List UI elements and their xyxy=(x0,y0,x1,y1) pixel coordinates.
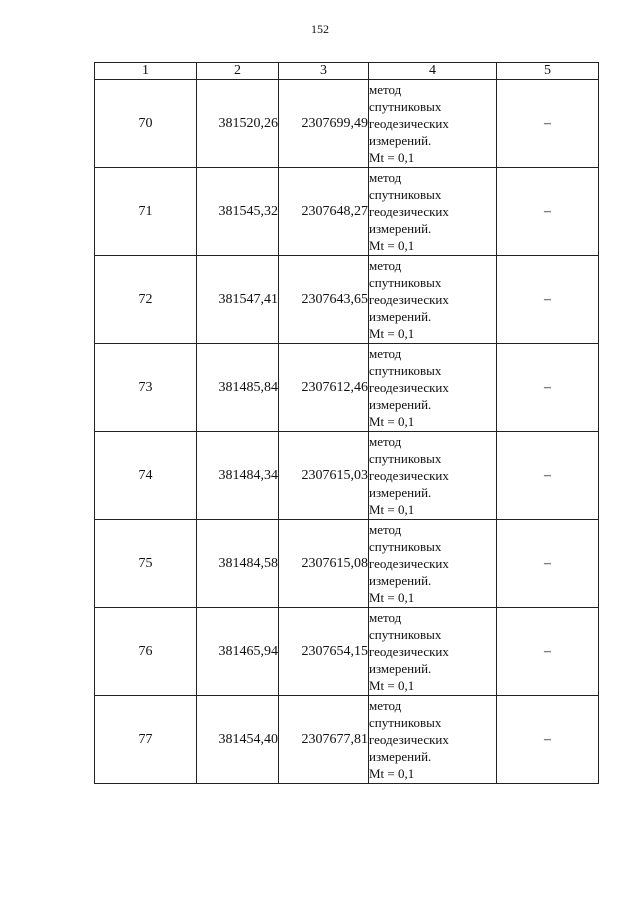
y-coordinate-cell: 2307612,46 xyxy=(279,344,369,432)
column-header-5: 5 xyxy=(497,63,599,80)
method-text-line: геодезических xyxy=(369,556,449,571)
table-row xyxy=(95,168,599,256)
method-text-line: измерений. xyxy=(369,309,432,324)
method-cell xyxy=(369,608,497,696)
note-cell: – xyxy=(497,432,599,520)
note-cell: – xyxy=(497,696,599,784)
y-coordinate-cell: 2307648,27 xyxy=(279,168,369,256)
method-text-line: геодезических xyxy=(369,292,449,307)
method-text-line: измерений. xyxy=(369,397,432,412)
method-cell xyxy=(369,80,497,168)
point-number-cell: 75 xyxy=(95,520,197,608)
method-text-line: метод xyxy=(369,258,402,273)
method-text-line: метод xyxy=(369,82,402,97)
note-cell: – xyxy=(497,256,599,344)
table-row xyxy=(95,520,599,608)
accuracy-value: Mt = 0,1 xyxy=(369,414,415,429)
accuracy-value: Mt = 0,1 xyxy=(369,590,415,605)
method-text-line: геодезических xyxy=(369,732,449,747)
note-cell: – xyxy=(497,520,599,608)
y-coordinate-cell: 2307615,03 xyxy=(279,432,369,520)
point-number-cell: 71 xyxy=(95,168,197,256)
accuracy-value: Mt = 0,1 xyxy=(369,150,415,165)
method-text-line: метод xyxy=(369,610,402,625)
coordinates-table xyxy=(94,62,599,784)
point-number-cell: 73 xyxy=(95,344,197,432)
method-cell xyxy=(369,520,497,608)
method-text-line: геодезических xyxy=(369,468,449,483)
point-number-cell: 77 xyxy=(95,696,197,784)
method-text-line: метод xyxy=(369,522,402,537)
x-coordinate-cell: 381484,34 xyxy=(197,432,279,520)
table-row xyxy=(95,608,599,696)
method-cell xyxy=(369,344,497,432)
method-text-line: измерений. xyxy=(369,573,432,588)
method-text-line: метод xyxy=(369,698,402,713)
column-header-4: 4 xyxy=(369,63,497,80)
method-text-line: спутниковых xyxy=(369,363,442,378)
note-cell: – xyxy=(497,608,599,696)
page-number: 152 xyxy=(311,22,329,36)
method-cell xyxy=(369,256,497,344)
method-text-line: спутниковых xyxy=(369,627,442,642)
x-coordinate-cell: 381454,40 xyxy=(197,696,279,784)
point-number-cell: 70 xyxy=(95,80,197,168)
point-number-cell: 76 xyxy=(95,608,197,696)
method-text-line: метод xyxy=(369,170,402,185)
method-text-line: геодезических xyxy=(369,644,449,659)
y-coordinate-cell: 2307699,49 xyxy=(279,80,369,168)
accuracy-value: Mt = 0,1 xyxy=(369,678,415,693)
x-coordinate-cell: 381465,94 xyxy=(197,608,279,696)
method-cell xyxy=(369,168,497,256)
method-text-line: спутниковых xyxy=(369,99,442,114)
method-text-line: метод xyxy=(369,434,402,449)
method-text-line: спутниковых xyxy=(369,539,442,554)
y-coordinate-cell: 2307654,15 xyxy=(279,608,369,696)
table-row xyxy=(95,432,599,520)
method-text-line: измерений. xyxy=(369,133,432,148)
accuracy-value: Mt = 0,1 xyxy=(369,502,415,517)
y-coordinate-cell: 2307677,81 xyxy=(279,696,369,784)
method-text-line: измерений. xyxy=(369,749,432,764)
method-text-line: спутниковых xyxy=(369,451,442,466)
note-cell: – xyxy=(497,168,599,256)
table-header-row xyxy=(95,63,599,80)
column-header-1: 1 xyxy=(95,63,197,80)
table-body xyxy=(95,80,599,784)
column-header-3: 3 xyxy=(279,63,369,80)
point-number-cell: 74 xyxy=(95,432,197,520)
column-header-2: 2 xyxy=(197,63,279,80)
y-coordinate-cell: 2307615,08 xyxy=(279,520,369,608)
method-text-line: измерений. xyxy=(369,221,432,236)
table-row xyxy=(95,344,599,432)
point-number-cell: 72 xyxy=(95,256,197,344)
method-text-line: измерений. xyxy=(369,661,432,676)
method-text-line: спутниковых xyxy=(369,715,442,730)
x-coordinate-cell: 381485,84 xyxy=(197,344,279,432)
accuracy-value: Mt = 0,1 xyxy=(369,326,415,341)
method-text-line: геодезических xyxy=(369,204,449,219)
x-coordinate-cell: 381484,58 xyxy=(197,520,279,608)
method-text-line: спутниковых xyxy=(369,187,442,202)
method-cell xyxy=(369,432,497,520)
accuracy-value: Mt = 0,1 xyxy=(369,766,415,781)
method-cell xyxy=(369,696,497,784)
table-row xyxy=(95,696,599,784)
method-text-line: геодезических xyxy=(369,380,449,395)
method-text-line: спутниковых xyxy=(369,275,442,290)
method-text-line: геодезических xyxy=(369,116,449,131)
method-text-line: метод xyxy=(369,346,402,361)
table-row xyxy=(95,80,599,168)
y-coordinate-cell: 2307643,65 xyxy=(279,256,369,344)
table-row xyxy=(95,256,599,344)
x-coordinate-cell: 381520,26 xyxy=(197,80,279,168)
method-text-line: измерений. xyxy=(369,485,432,500)
note-cell: – xyxy=(497,344,599,432)
x-coordinate-cell: 381545,32 xyxy=(197,168,279,256)
accuracy-value: Mt = 0,1 xyxy=(369,238,415,253)
x-coordinate-cell: 381547,41 xyxy=(197,256,279,344)
note-cell: – xyxy=(497,80,599,168)
